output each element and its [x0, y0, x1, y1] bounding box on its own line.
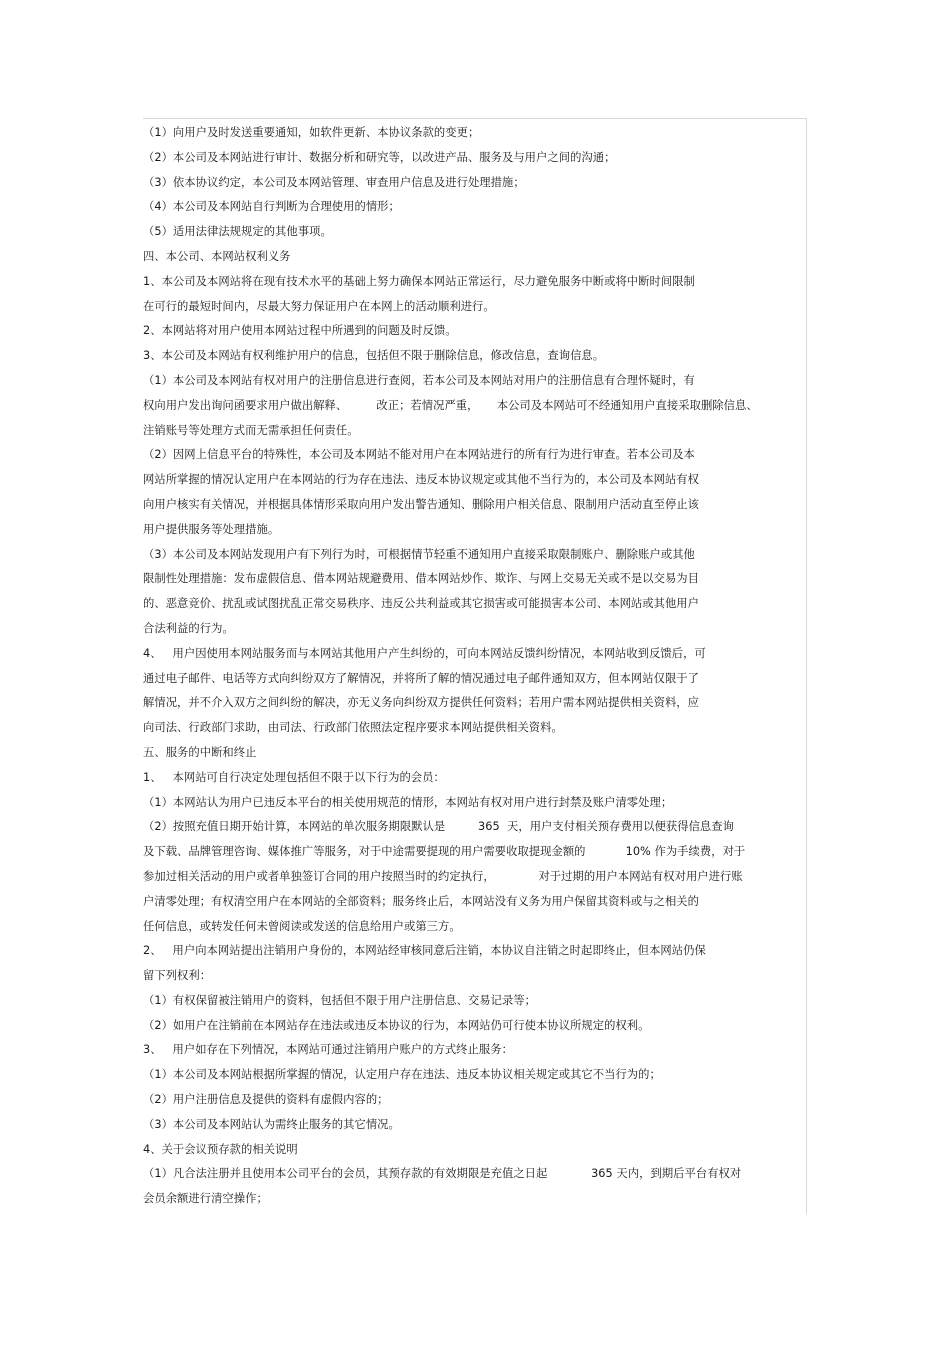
- text-line: （1）凡合法注册并且使用本公司平台的会员，其预存款的有效期限是充值之日起 365 天内，到期后平台有权对: [143, 1167, 742, 1181]
- text-line: 合法利益的行为。: [143, 621, 234, 635]
- text-line: 户清零处理；有权清空用户在本网站的全部资料；服务终止后，本网站没有义务为用户保留其资料或与之相关的: [143, 894, 700, 908]
- text-line: （5）适用法律法规规定的其他事项。: [143, 225, 332, 239]
- text-line: （2）如用户在注销前在本网站存在违法或违反本协议的行为，本网站仍可行使本协议所规定的权利。: [143, 1018, 650, 1032]
- text-line: 向用户核实有关情况，并根据具体情形采取向用户发出警告通知、删除用户相关信息、限制用户活动直至停止该: [143, 497, 700, 511]
- text-line: （3）本公司及本网站认为需终止服务的其它情况。: [143, 1117, 400, 1131]
- text-line: （1）有权保留被注销用户的资料，包括但不限于用户注册信息、交易记录等；: [143, 993, 537, 1007]
- text-line: 的、恶意竞价、扰乱或试图扰乱正常交易秩序、违反公共利益或其它损害或可能损害本公司、本网站或其他用户: [143, 597, 700, 611]
- text-line: 3、本公司及本网站有权利维护用户的信息，包括但不限于删除信息，修改信息，查询信息。: [143, 349, 605, 363]
- text-line: 五、服务的中断和终止: [143, 745, 257, 759]
- text-line: 1、本公司及本网站将在现有技术水平的基础上努力确保本网站正常运行，尽力避免服务中断或将中断时间限制: [143, 274, 695, 288]
- text-line: 四、本公司、本网站权利义务: [143, 249, 291, 263]
- text-line: 参加过相关活动的用户或者单独签订合同的用户按照当时的约定执行， 对于过期的用户本网站有权对用户进行账: [143, 869, 743, 883]
- text-line: 网站所掌握的情况认定用户在本网站的行为存在违法、违反本协议规定或其他不当行为的，本公司及本网站有权: [143, 473, 700, 487]
- text-line: 解情况，并不介入双方之间纠纷的解决，亦无义务向纠纷双方提供任何资料；若用户需本网站提供相关资料，应: [143, 696, 700, 710]
- text-line: （2）按照充值日期开始计算，本网站的单次服务期限默认是 365 天，用户支付相关预存费用以便获得信息查询: [143, 820, 734, 834]
- text-line: （3）本公司及本网站发现用户有下列行为时，可根据情节轻重不通知用户直接采取限制账户、删除账户或其他: [143, 547, 695, 561]
- text-line: 留下列权利：: [143, 969, 212, 983]
- text-line: （3）依本协议约定，本公司及本网站管理、审查用户信息及进行处理措施；: [143, 175, 525, 189]
- text-line: 3、 用户如存在下列情况，本网站可通过注销用户账户的方式终止服务：: [143, 1043, 513, 1057]
- text-line: （1）本网站认为用户已违反本平台的相关使用规范的情形，本网站有权对用户进行封禁及账户清零处理；: [143, 795, 673, 809]
- text-line: 会员余额进行清空操作；: [143, 1192, 268, 1206]
- text-line: 4、 用户因使用本网站服务而与本网站其他用户产生纠纷的，可向本网站反馈纠纷情况，本网站收到反馈后，可: [143, 646, 706, 660]
- text-line: 及下载、品牌管理咨询、媒体推广等服务，对于中途需要提现的用户需要收取提现金额的 10% 作为手续费，对于: [143, 845, 746, 859]
- text-line: 1、 本网站可自行决定处理包括但不限于以下行为的会员：: [143, 770, 445, 784]
- text-line: 向司法、行政部门求助，由司法、行政部门依照法定程序要求本网站提供相关资料。: [143, 721, 563, 735]
- text-line: 权向用户发出询问函要求用户做出解释、 改正；若情况严重， 本公司及本网站可不经通知用户直接采取删除信息、: [143, 398, 758, 412]
- text-line: 2、 用户向本网站提出注销用户身份的，本网站经审核同意后注销，本协议自注销之时起即终止，但本网站仍保: [143, 944, 706, 958]
- text-line: （1）向用户及时发送重要通知，如软件更新、本协议条款的变更；: [143, 126, 480, 139]
- text-line: 在可行的最短时间内，尽最大努力保证用户在本网上的活动顺利进行。: [143, 299, 495, 313]
- text-line: （2）因网上信息平台的特殊性，本公司及本网站不能对用户在本网站进行的所有行为进行审查。若本公司及本: [143, 448, 695, 462]
- text-line: 注销账号等处理方式而无需承担任何责任。: [143, 423, 359, 437]
- text-line: （1）本公司及本网站有权对用户的注册信息进行查阅，若本公司及本网站对用户的注册信息有合理怀疑时，有: [143, 373, 695, 387]
- text-line: 限制性处理措施：发布虚假信息、借本网站规避费用、借本网站炒作、欺诈、与网上交易无关或不是以交易为目: [143, 572, 700, 586]
- text-line: 用户提供服务等处理措施。: [143, 522, 280, 536]
- text-line: （1）本公司及本网站根据所掌握的情况，认定用户存在违法、违反本协议相关规定或其它不当行为的；: [143, 1068, 661, 1082]
- text-line: 通过电子邮件、电话等方式向纠纷双方了解情况，并将所了解的情况通过电子邮件通知双方，但本网站仅限于了: [143, 671, 700, 685]
- text-line: 4、关于会议预存款的相关说明: [143, 1142, 298, 1156]
- text-line: （4）本公司及本网站自行判断为合理使用的情形；: [143, 200, 400, 214]
- text-line: 2、本网站将对用户使用本网站过程中所遇到的问题及时反馈。: [143, 324, 457, 338]
- text-line: （2）用户注册信息及提供的资料有虚假内容的；: [143, 1093, 389, 1107]
- document-body: [143, 121, 823, 1212]
- text-line: 任何信息，或转发任何未曾阅读或发送的信息给用户或第三方。: [143, 919, 461, 933]
- text-line: （2）本公司及本网站进行审计、数据分析和研究等，以改进产品、服务及与用户之间的沟通；: [143, 150, 616, 164]
